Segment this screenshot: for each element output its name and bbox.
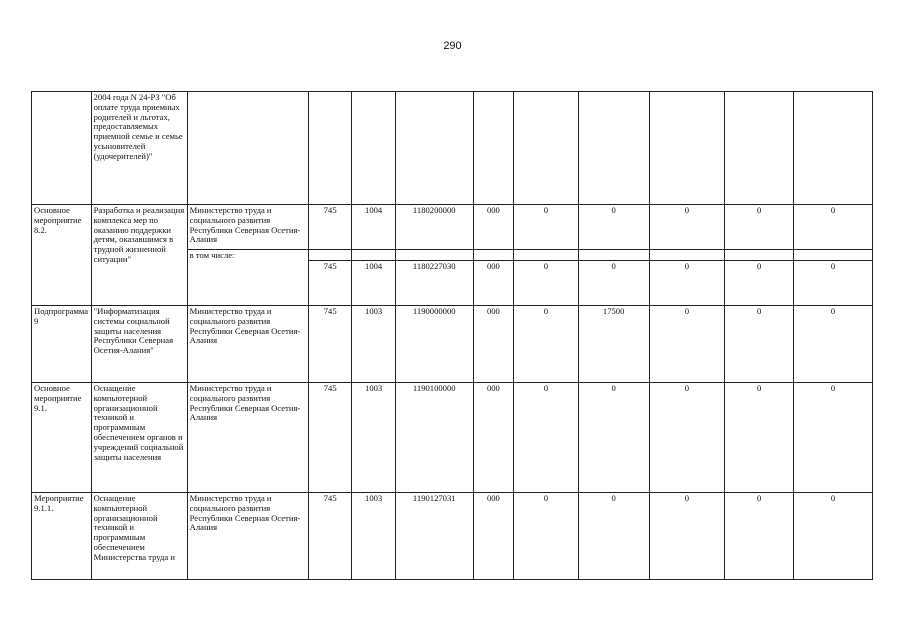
value-cell xyxy=(725,92,794,205)
value-cell xyxy=(578,92,649,205)
value-cell xyxy=(649,92,725,205)
rzpr-cell: 1004 xyxy=(352,261,395,306)
grbs-cell: 745 xyxy=(308,205,351,250)
value-cell: 0 xyxy=(725,261,794,306)
table-row xyxy=(32,306,873,383)
csr-cell: 1180227030 xyxy=(395,261,473,306)
value-cell: 17500 xyxy=(578,306,649,383)
sub-label-cell: в том числе: xyxy=(187,250,308,306)
value-cell: 0 xyxy=(725,306,794,383)
status-cell: Основное мероприятие 8.2. xyxy=(32,205,92,306)
vr-cell: 000 xyxy=(473,383,513,493)
value-cell: 0 xyxy=(725,383,794,493)
grbs-cell: 745 xyxy=(308,493,351,580)
value-cell: 0 xyxy=(649,383,725,493)
grbs-cell: 745 xyxy=(308,306,351,383)
name-cell: 2004 года N 24-РЗ "Об оплате труда приемных родителей и льготах, предоставляемых приемной семье и семье усыновителей (удочерителей)" xyxy=(91,92,187,205)
value-cell: 0 xyxy=(514,205,579,250)
executor-cell xyxy=(187,92,308,205)
executor-cell: Министерство труда и социального развития Республики Северная Осетия-Алания xyxy=(187,383,308,493)
value-cell: 0 xyxy=(649,493,725,580)
rzpr-cell: 1003 xyxy=(352,383,395,493)
value-cell: 0 xyxy=(578,205,649,250)
empty-cell xyxy=(514,250,579,261)
empty-cell xyxy=(725,250,794,261)
table-row xyxy=(32,205,873,250)
value-cell: 0 xyxy=(514,493,579,580)
rzpr-cell: 1003 xyxy=(352,493,395,580)
name-cell: Оснащение компьютерной организационной техникой и программным обеспечением Министерства труда и xyxy=(91,493,187,580)
empty-cell xyxy=(308,250,351,261)
value-cell: 0 xyxy=(514,383,579,493)
empty-cell xyxy=(395,250,473,261)
grbs-cell xyxy=(308,92,351,205)
value-cell: 0 xyxy=(578,383,649,493)
table-row xyxy=(32,493,873,580)
value-cell: 0 xyxy=(794,205,873,250)
value-cell xyxy=(514,92,579,205)
name-cell: Разработка и реализация комплекса мер по оказанию поддержки детям, оказавшимся в трудной жизненной ситуации" xyxy=(91,205,187,306)
csr-cell: 1190127031 xyxy=(395,493,473,580)
value-cell: 0 xyxy=(578,493,649,580)
value-cell: 0 xyxy=(794,306,873,383)
status-cell: Основное мероприятие 9.1. xyxy=(32,383,92,493)
grbs-cell: 745 xyxy=(308,261,351,306)
status-cell: Мероприятие 9.1.1. xyxy=(32,493,92,580)
value-cell: 0 xyxy=(794,383,873,493)
value-cell: 0 xyxy=(725,493,794,580)
value-cell: 0 xyxy=(794,261,873,306)
vr-cell xyxy=(473,92,513,205)
budget-table xyxy=(31,91,873,580)
page-number: 290 xyxy=(443,40,462,52)
value-cell: 0 xyxy=(649,261,725,306)
value-cell: 0 xyxy=(649,205,725,250)
rzpr-cell xyxy=(352,92,395,205)
rzpr-cell: 1004 xyxy=(352,205,395,250)
vr-cell: 000 xyxy=(473,306,513,383)
empty-cell xyxy=(649,250,725,261)
csr-cell: 1180200000 xyxy=(395,205,473,250)
executor-cell: Министерство труда и социального развития Республики Северная Осетия-Алания xyxy=(187,493,308,580)
name-cell: Оснащение компьютерной организационной техникой и программным обеспечением органов и учреждений социальной защиты населения xyxy=(91,383,187,493)
executor-cell: Министерство труда и социального развития Республики Северная Осетия-Алания xyxy=(187,306,308,383)
value-cell xyxy=(794,92,873,205)
vr-cell: 000 xyxy=(473,493,513,580)
value-cell: 0 xyxy=(794,493,873,580)
grbs-cell: 745 xyxy=(308,383,351,493)
status-cell: Подпрограмма 9 xyxy=(32,306,92,383)
empty-cell xyxy=(794,250,873,261)
vr-cell: 000 xyxy=(473,261,513,306)
empty-cell xyxy=(473,250,513,261)
status-cell xyxy=(32,92,92,205)
empty-cell xyxy=(352,250,395,261)
value-cell: 0 xyxy=(578,261,649,306)
empty-cell xyxy=(578,250,649,261)
table-row xyxy=(32,92,873,205)
vr-cell: 000 xyxy=(473,205,513,250)
csr-cell xyxy=(395,92,473,205)
value-cell: 0 xyxy=(725,205,794,250)
value-cell: 0 xyxy=(514,306,579,383)
value-cell: 0 xyxy=(649,306,725,383)
executor-cell: Министерство труда и социального развития Республики Северная Осетия-Алания xyxy=(187,205,308,250)
value-cell: 0 xyxy=(514,261,579,306)
rzpr-cell: 1003 xyxy=(352,306,395,383)
csr-cell: 1190000000 xyxy=(395,306,473,383)
csr-cell: 1190100000 xyxy=(395,383,473,493)
name-cell: "Информатизация системы социальной защиты населения Республики Северная Осетия-Алания" xyxy=(91,306,187,383)
table-row xyxy=(32,383,873,493)
